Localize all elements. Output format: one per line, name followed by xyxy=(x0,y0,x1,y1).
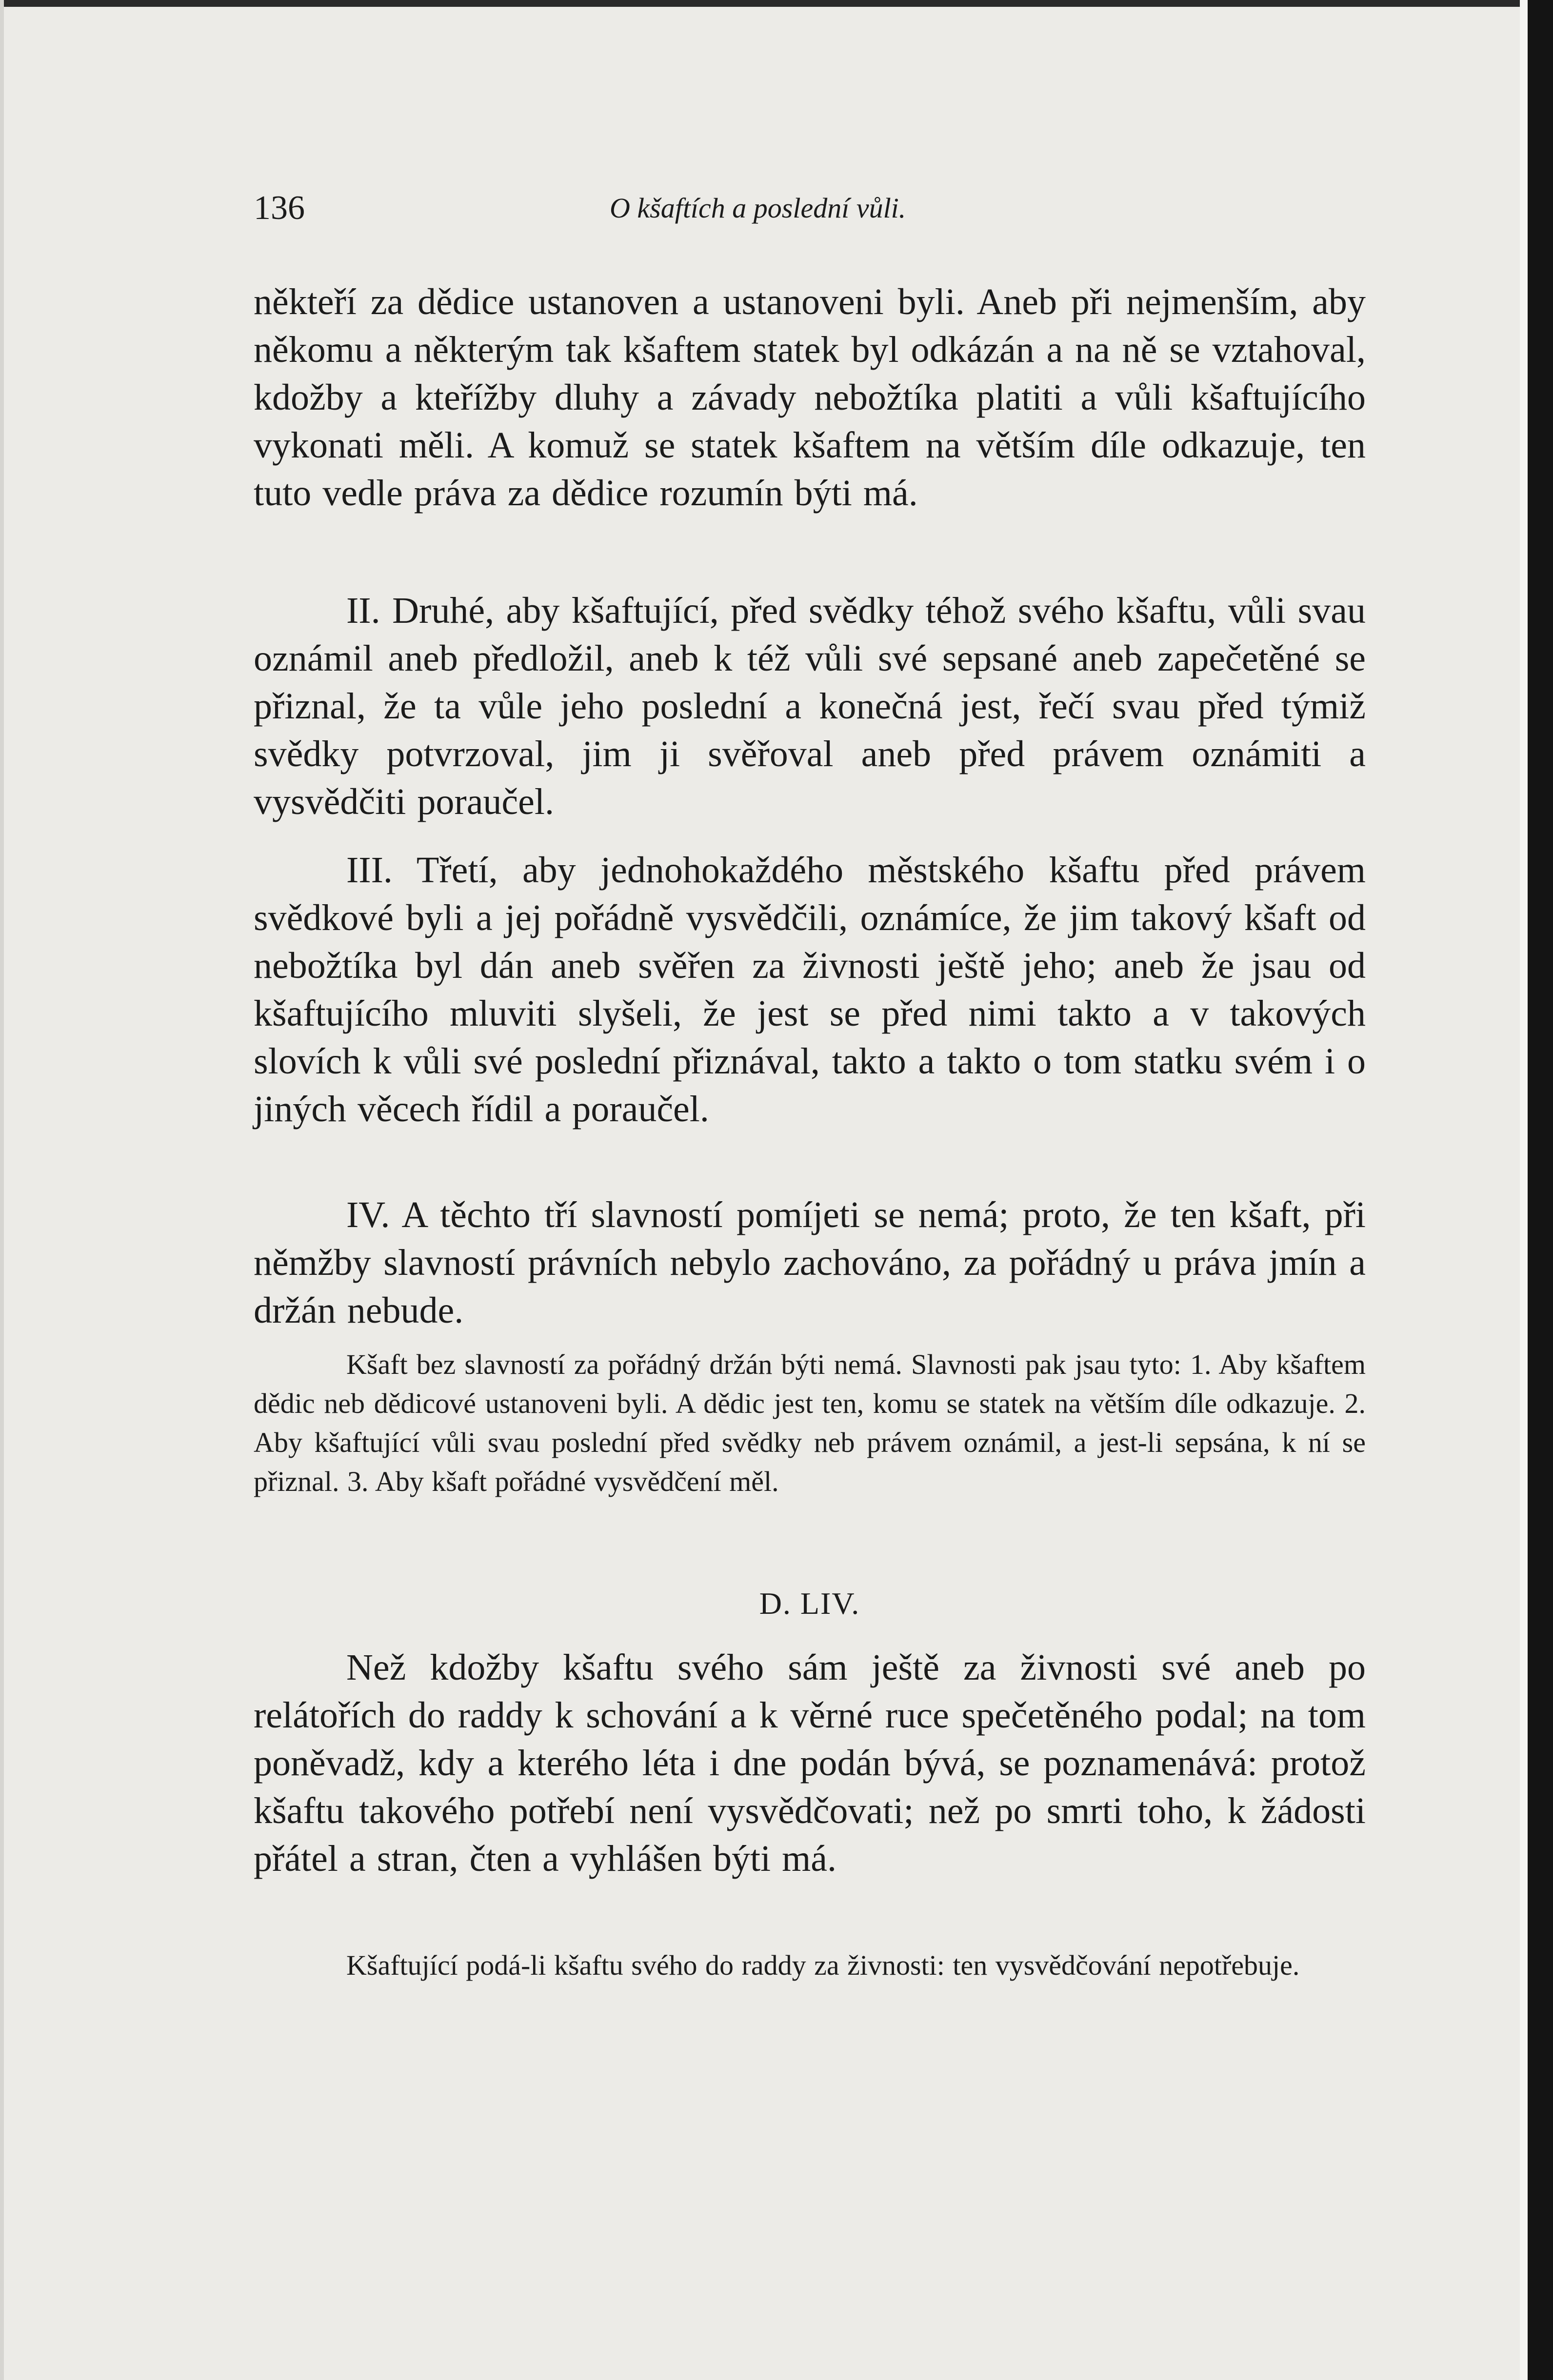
page-number: 136 xyxy=(254,189,305,227)
scan-edge-gap xyxy=(1520,0,1528,2380)
page-header xyxy=(254,181,1366,235)
section-paragraph: Než kdožby kšaftu svého sám ještě za živnosti své aneb po relátořích do raddy k schování a k věrné ruce spečetěného podal; na tom poněvadž, kdy a kterého léta i dne podán bývá, se poznamenává: protož kšaftu takového potřebí není vysvědčovati; než po smrti toho, k žádosti přátel a stran, čten a vyhlášen býti má. xyxy=(254,1647,1366,1879)
section-heading: D. LIV. xyxy=(759,1586,860,1621)
paragraph-iii: III. Třetí, aby jednohokaždého městského kšaftu před právem svědkové byli a jej pořádně vysvědčili, oznámíce, že jim takový kšaft od nebožtíka byl dán aneb svěřen za živnosti ještě jeho; aneb že jsau od kšaftujícího mluviti slyšeli, že jest se před nimi takto a v takových slovích k vůli své poslední přiznával, takto a takto o tom statku svém i o jiných věcech řídil a poraučel. xyxy=(254,850,1366,1130)
scan-edge-left xyxy=(0,0,4,2380)
scan-edge-top xyxy=(0,0,1553,7)
paragraph-ii: II. Druhé, aby kšaftující, před svědky téhož svého kšaftu, vůli svau oznámil aneb předložil, aneb k též vůli své sepsané aneb zapečetěné se přiznal, že ta vůle jeho poslední a konečná jest, řečí svau před týmiž svědky potvrzoval, jim ji svěřoval aneb před právem oznámiti a vysvědčiti poraučel. xyxy=(254,590,1366,822)
paragraph-continuation: někteří za dědice ustanoven a ustanoveni byli. Aneb při nejmenším, aby někomu a některým tak kšaftem statek byl odkázán a na ně se vztahoval, kdožby a kteřížby dluhy a závady nebožtíka platiti a vůli kšaftujícího vykonati měli. A komuž se statek kšaftem na větším díle odkazuje, ten tuto vedle práva za dědice rozumín býti má. xyxy=(254,281,1366,514)
summary-note: Kšaft bez slavností za pořádný držán býti nemá. Slavnosti pak jsau tyto: 1. Aby kšaftem dědic neb dědicové ustanoveni byli. A dědic jest ten, komu se statek na větším díle odkazuje. 2. Aby kšaftující vůli svau poslední před svědky neb právem oznámil, a jest-li sepsána, k ní se přiznal. 3. Aby kšaft pořádné vysvědčení měl. xyxy=(254,1349,1366,1497)
running-title: O kšaftích a poslední vůli. xyxy=(610,192,906,224)
paragraph-iv: IV. A těchto tří slavností pomíjeti se nemá; proto, že ten kšaft, při němžby slavností právních nebylo zachováno, za pořádný u práva jmín a držán nebude. xyxy=(254,1194,1366,1331)
scan-edge-right xyxy=(1528,0,1553,2380)
section-summary-note: Kšaftující podá-li kšaftu svého do raddy za živnosti: ten vysvědčování nepotřebuje. xyxy=(346,1949,1300,1981)
